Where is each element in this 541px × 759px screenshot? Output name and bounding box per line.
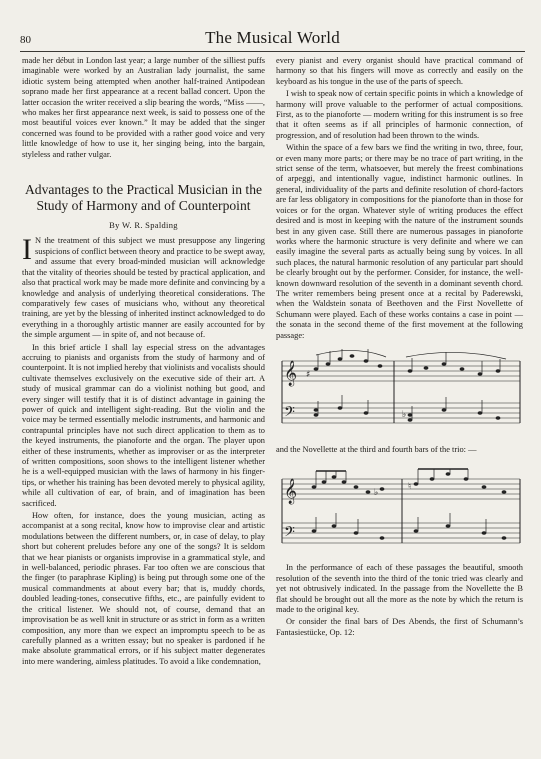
drop-cap: I	[22, 233, 32, 267]
right-paragraph-after-2: Or consider the final bars of Des Abends, the first of Schumann’s Fantasiestücke, Op. 12:	[276, 617, 523, 637]
music-example-novellette	[276, 461, 523, 557]
sharp-icon: ♯	[306, 369, 311, 380]
right-paragraph-after-1: In the performance of each of these passages the beautiful, smooth resolution of the seventh into the third of the tonic tried was clearly and yet not obtrusively indicated. In the passage from the Novellette the B flat should be brought out all the more as the note by which the return is made to the original key.	[276, 563, 523, 614]
natural-icon: ♮	[408, 482, 412, 493]
beams	[316, 469, 468, 471]
right-column	[276, 56, 523, 640]
bass-notes	[314, 406, 501, 422]
article-title: Advantages to the Practical Musician in the Study of Harmony and of Counterpoint	[24, 182, 263, 214]
continuation-paragraph: made her début in London last year; a large number of the silliest puffs imaginable were worked by an Australian lady journalist, the same idiotic system being attempted when another half-trained Antipodean soprano made her first appearance at a recent ballad concert. Upon the latter occasion the writer received a slip bearing the words, “Miss ——, who makes her first appearance next week, is said to possess one of the most beautiful voices ever known.” It may be added that the singer concerned was found to be provided with a rather good voice and very little knowledge of how to use it, her singing being, into the bargain, styleless and rather vulgar.	[22, 56, 265, 159]
music-notation-novellette	[276, 461, 523, 557]
flat-icon-2: ♭	[374, 488, 379, 499]
flat-icon: ♭	[402, 409, 407, 420]
header-rule	[20, 51, 525, 52]
right-paragraph-1: every pianist and every organist should have practical command of harmony so that his fingers will move as correctly and easily on the keyboard as his tongue in the use of the parts of speech.	[276, 56, 523, 86]
right-paragraph-2: I wish to speak now of certain specific points in which a knowledge of harmony will prove valuable to the performer of actual compositions. First, as to the pianoforte — modern writing for this instrument is so free that it often seems as if all principles of harmonic connection, of progression, and of resolution had been thrown to the winds.	[276, 89, 523, 140]
treble-staff-2	[282, 479, 520, 499]
bass-clef-icon-2: 𝄢	[284, 524, 295, 545]
body-paragraph-2: In this brief article I shall lay especial stress on the advantages accruing to pianists and organists from the study of harmony and of counterpoint. It is not implied hereby that violinists and vocalists should cultivate themselves exclusively on the executive side of their art. A study of musical grammar can do a violinist nothing but good, and every singer will testify that it is of distinct advantage in gaining the power of quick and intelligent sight-reading. But the violin and the voice may be termed essentially melodic instruments, and harmonic and contrapuntal principles have not such direct application to them as to the keyed instruments, the pianoforte and the organ. The player upon either of these instruments, whether as improviser or as the interpreter of written compositions, soon shows to the intelligent listener whether he is a well-equipped musician with the laws of harmony in his finger-tips, or whether his training has been devoted merely to physical agility, while all cultivation of ear, of brain, and of imagination has been sacrificed.	[22, 342, 265, 508]
treble-clef-icon: 𝄞	[284, 360, 298, 386]
running-title: The Musical World	[205, 28, 340, 47]
treble-notes	[314, 354, 501, 376]
between-examples-text: and the Novellette at the third and fourth bars of the trio: —	[276, 444, 477, 454]
page-header	[20, 28, 525, 50]
music-notation-waldstein	[276, 347, 523, 439]
body-paragraph-1-text: N the treatment of this subject we must presuppose any lingering suspicions of conflict between theory and practice to be swept away, and assume that every broad-minded musician will acknowledge that the vitality of theories should be tested by practical application, and also that practical work may be made more definite and convincing by a knowledge and analysis of underlying theoretical considerations. The comparatively few cases of musicians who, without any theoretical training, are yet by the blessing of inherited instinct acknowledged to do everything in a thoroughly artistic manner are easily accounted for by the simple argument — in spite of, and not because of.	[22, 236, 265, 340]
right-paragraph-3: Within the space of a few bars we find the writing in two, three, four, or even many more parts; or there may be no trace of part writing, in the strict sense of the term, whatsoever, but merely the freest combinations of arpeggi, and intentionally vague, indistinct harmonic outlines. In general, individuality of the parts and definite resolution of chord-factors are far less obligatory in compositions for the pianoforte than in those for voices or for the organ. Whatever style of writing produces the effect desired and is most in keeping with the nature of the instrument sounds best in any given case. Still there are numerous passages in pianoforte works where the harmonic structure is very definite and where we can easily imagine the several parts as actually being sung by voices. In all such places, the natural harmonic resolution of any particular part should be clearly brought out by the performer. Consider, for instance, the well-known downward resolution of the seventh in a dominant seventh chord. The writer remembers being present once at a recital by Paderewski, when the Waldstein sonata of Beethoven and the First Novellette of Schumann were played. Each of these works contains a case in point — the sonata in the second theme of the first movement at the following passage:	[276, 143, 523, 340]
bass-stems	[318, 395, 482, 420]
body-paragraph-1	[22, 233, 265, 340]
body-paragraph-3: How often, for instance, does the young musician, acting as accompanist at a song recital, know how to improvise clear and artistic modulations between the different numbers, or, in case of delay, to play short but coherent preludes before any one of the songs? It is seldom that we hear pianists or organists improvise in a grammatical style, and in well-balanced, periodic phrases. Far too often we are conscious that the finger (to paraphrase Kipling) is being put through some one of the musical commandments at about every bar; that is, muddy chords, doubled leading-tones, consecutive fifths, etc., are painfully evident to the critical listener. We should not, of course, demand that an improvisation be as well knit in structure or as strict in form as a written composition, any more than we expect an impromptu speech to be as carefully planned as a written essay; but no speaker is pardoned if he make absolute grammatical errors, or if his subject matter degenerates into mere wandering, aimless platitudes. To avoid a like condemnation,	[22, 511, 265, 666]
treble-clef-icon-2: 𝄞	[284, 479, 298, 505]
left-column	[22, 56, 265, 669]
bass-clef-icon: 𝄢	[284, 403, 295, 424]
slur-2	[406, 352, 506, 359]
page-number: 80	[20, 34, 31, 46]
bass-notes-2	[312, 525, 507, 541]
byline: By W. R. Spalding	[109, 220, 178, 231]
music-example-waldstein	[276, 347, 523, 439]
